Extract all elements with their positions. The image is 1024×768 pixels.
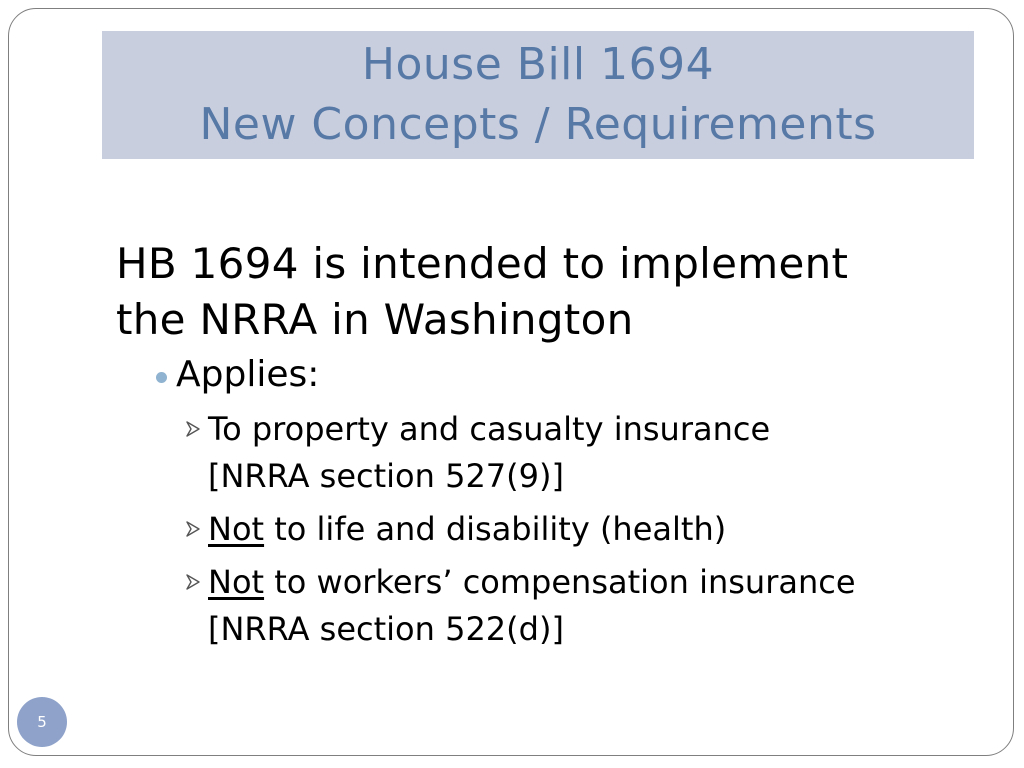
- arrow-bullet-icon: [184, 520, 202, 538]
- list-item-line-1: [208, 559, 976, 606]
- list-item-text: to life and disability (health): [264, 510, 727, 548]
- list-item-life-disability: [208, 506, 976, 553]
- title-line-2: New Concepts / Requirements: [199, 99, 877, 150]
- list-item-line-1: [208, 506, 976, 553]
- sub-point-text: Applies:: [176, 354, 320, 395]
- sub-point-applies: [176, 350, 976, 400]
- arrow-bullet-icon: [184, 420, 202, 438]
- list-item-property-casualty: [208, 406, 976, 500]
- emphasis-not: Not: [208, 563, 265, 601]
- list-item-text: to workers’ compensation insurance: [264, 563, 856, 601]
- arrow-bullet-icon: [184, 573, 202, 591]
- title-banner: [102, 31, 974, 159]
- list-item-workers-comp: [208, 559, 976, 653]
- list-item-line-1: To property and casualty insurance: [208, 410, 771, 448]
- bullet-dot-icon: [156, 372, 167, 383]
- list-item-line-2: [NRRA section 522(d)]: [208, 610, 564, 648]
- emphasis-not: Not: [208, 510, 265, 548]
- title-line-1: House Bill 1694: [361, 39, 715, 90]
- page-number-badge: 5: [17, 697, 67, 747]
- list-item-line-2: [NRRA section 527(9)]: [208, 457, 564, 495]
- main-point-line-1: HB 1694 is intended to implement: [116, 239, 849, 288]
- slide-body: [116, 236, 976, 653]
- main-point-line-2: the NRRA in Washington: [116, 295, 634, 344]
